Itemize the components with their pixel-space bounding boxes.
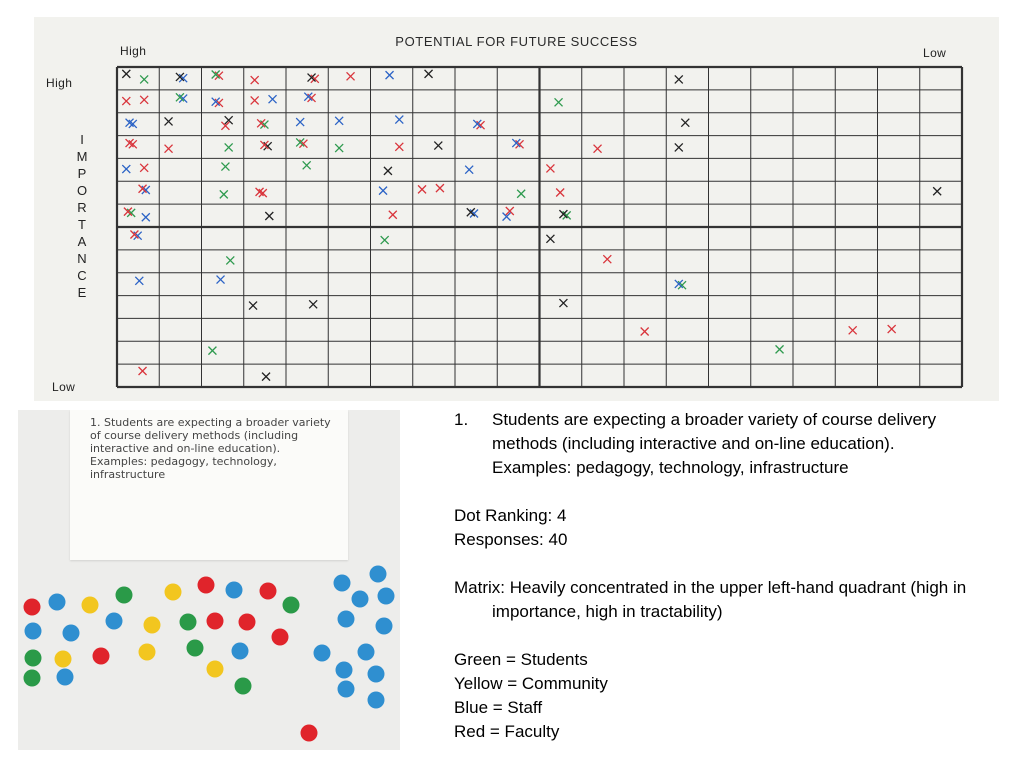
importance-letter-1: M <box>76 149 88 164</box>
tally-mark <box>217 276 225 284</box>
yellow-dot <box>207 661 224 678</box>
blue-dot <box>226 582 243 599</box>
tally-mark <box>559 299 567 307</box>
tally-mark <box>165 117 173 125</box>
tally-mark <box>122 70 130 78</box>
tally-mark <box>225 143 233 151</box>
blue-dot <box>338 681 355 698</box>
tally-mark <box>381 236 389 244</box>
yellow-dot <box>139 644 156 661</box>
tally-mark <box>675 143 683 151</box>
blue-dot <box>334 575 351 592</box>
importance-letter-9: E <box>77 285 87 300</box>
tally-mark <box>556 189 564 197</box>
tally-mark <box>395 116 403 124</box>
tally-mark <box>296 118 304 126</box>
tally-mark <box>379 187 387 195</box>
legend-yellow: Yellow = Community <box>454 674 608 693</box>
tally-mark <box>165 145 173 153</box>
tally-mark <box>434 142 442 150</box>
red-dot <box>207 613 224 630</box>
blue-dot <box>49 594 66 611</box>
tally-mark <box>546 235 554 243</box>
tally-mark <box>309 300 317 308</box>
green-dot <box>187 640 204 657</box>
tally-mark <box>681 119 689 127</box>
tally-mark <box>335 117 343 125</box>
blue-dot <box>25 623 42 640</box>
importance-letter-6: A <box>77 234 87 249</box>
tally-mark <box>122 165 130 173</box>
blue-dot <box>232 643 249 660</box>
tally-mark <box>140 96 148 104</box>
red-dot <box>301 725 318 742</box>
item-number: 1. <box>454 410 469 429</box>
responses-count: Responses: 40 <box>454 530 568 549</box>
blue-dot <box>338 611 355 628</box>
x-axis-high-label: High <box>120 44 147 58</box>
dot-stickers <box>18 410 400 750</box>
blue-dot <box>358 644 375 661</box>
matrix-grid <box>34 17 999 401</box>
tally-mark <box>269 95 277 103</box>
y-axis-importance-label <box>74 131 90 301</box>
tally-mark <box>139 367 147 375</box>
blue-dot <box>336 662 353 679</box>
tally-mark <box>251 96 259 104</box>
green-dot <box>235 678 252 695</box>
tally-mark <box>208 347 216 355</box>
tally-mark <box>251 76 259 84</box>
x-axis-low-label: Low <box>923 46 947 60</box>
legend-green: Green = Students <box>454 650 588 669</box>
tally-mark <box>603 255 611 263</box>
y-axis-high-label: High <box>46 76 73 90</box>
tally-mark <box>389 211 397 219</box>
dot-voting-photo <box>18 410 400 750</box>
blue-dot <box>57 669 74 686</box>
blue-dot <box>106 613 123 630</box>
red-dot <box>272 629 289 646</box>
blue-dot <box>352 591 369 608</box>
importance-letter-5: T <box>78 217 86 232</box>
red-dot <box>24 599 41 616</box>
red-dot <box>198 577 215 594</box>
tally-mark <box>386 71 394 79</box>
green-dot <box>25 650 42 667</box>
tally-mark <box>335 144 343 152</box>
importance-letter-4: R <box>77 200 87 215</box>
matrix-photo <box>34 17 999 401</box>
importance-letter-2: P <box>77 166 87 181</box>
green-dot <box>116 587 133 604</box>
tally-mark <box>226 256 234 264</box>
tally-mark <box>849 326 857 334</box>
tally-mark <box>384 167 392 175</box>
paper-card-text: 1. Students are expecting a broader variety of course delivery methods (including interactive and on-line education). Examples: pedagogy, technology, infrastructure <box>90 416 331 481</box>
tally-mark <box>418 185 426 193</box>
tally-mark <box>303 161 311 169</box>
description-column <box>454 408 974 744</box>
tally-mark <box>465 166 473 174</box>
tally-mark <box>135 277 143 285</box>
legend-blue: Blue = Staff <box>454 698 543 717</box>
red-dot <box>260 583 277 600</box>
matrix-title: POTENTIAL FOR FUTURE SUCCESS <box>395 34 638 49</box>
legend-red: Red = Faculty <box>454 722 560 741</box>
tally-mark <box>641 328 649 336</box>
tally-mark <box>933 187 941 195</box>
importance-letter-0: I <box>80 132 84 147</box>
tally-mark <box>776 345 784 353</box>
green-dot <box>283 597 300 614</box>
red-dot <box>93 648 110 665</box>
tally-mark <box>888 325 896 333</box>
green-dot <box>24 670 41 687</box>
tally-mark <box>425 70 433 78</box>
tally-mark <box>395 143 403 151</box>
importance-letter-7: N <box>77 251 87 266</box>
tally-mark <box>436 184 444 192</box>
tally-mark <box>262 373 270 381</box>
tally-mark <box>347 72 355 80</box>
tally-mark <box>249 302 257 310</box>
importance-letter-3: O <box>76 183 88 198</box>
tally-mark <box>555 98 563 106</box>
blue-dot <box>314 645 331 662</box>
tally-mark <box>142 213 150 221</box>
green-dot <box>180 614 197 631</box>
yellow-dot <box>165 584 182 601</box>
tally-mark <box>517 190 525 198</box>
tally-mark <box>122 97 130 105</box>
yellow-dot <box>55 651 72 668</box>
y-axis-low-label: Low <box>52 380 76 394</box>
tally-mark <box>140 75 148 83</box>
blue-dot <box>368 666 385 683</box>
matrix-note: Matrix: Heavily concentrated in the upper left-hand quadrant (high in importance, high in tractability) <box>454 578 967 621</box>
blue-dot <box>370 566 387 583</box>
blue-dot <box>368 692 385 709</box>
importance-letter-8: C <box>77 268 87 283</box>
red-dot <box>239 614 256 631</box>
tally-mark <box>594 145 602 153</box>
tally-mark <box>220 190 228 198</box>
yellow-dot <box>82 597 99 614</box>
tally-mark <box>221 163 229 171</box>
tally-mark <box>140 164 148 172</box>
tally-mark <box>546 164 554 172</box>
tally-mark <box>265 212 273 220</box>
blue-dot <box>378 588 395 605</box>
tally-mark <box>675 75 683 83</box>
item-entry <box>454 408 974 480</box>
dot-ranking: Dot Ranking: 4 <box>454 506 567 525</box>
item-text: Students are expecting a broader variety of course delivery methods (including interactive and on-line education). Examples: pedagogy, technology, infrastructure <box>492 410 937 477</box>
yellow-dot <box>144 617 161 634</box>
blue-dot <box>63 625 80 642</box>
blue-dot <box>376 618 393 635</box>
